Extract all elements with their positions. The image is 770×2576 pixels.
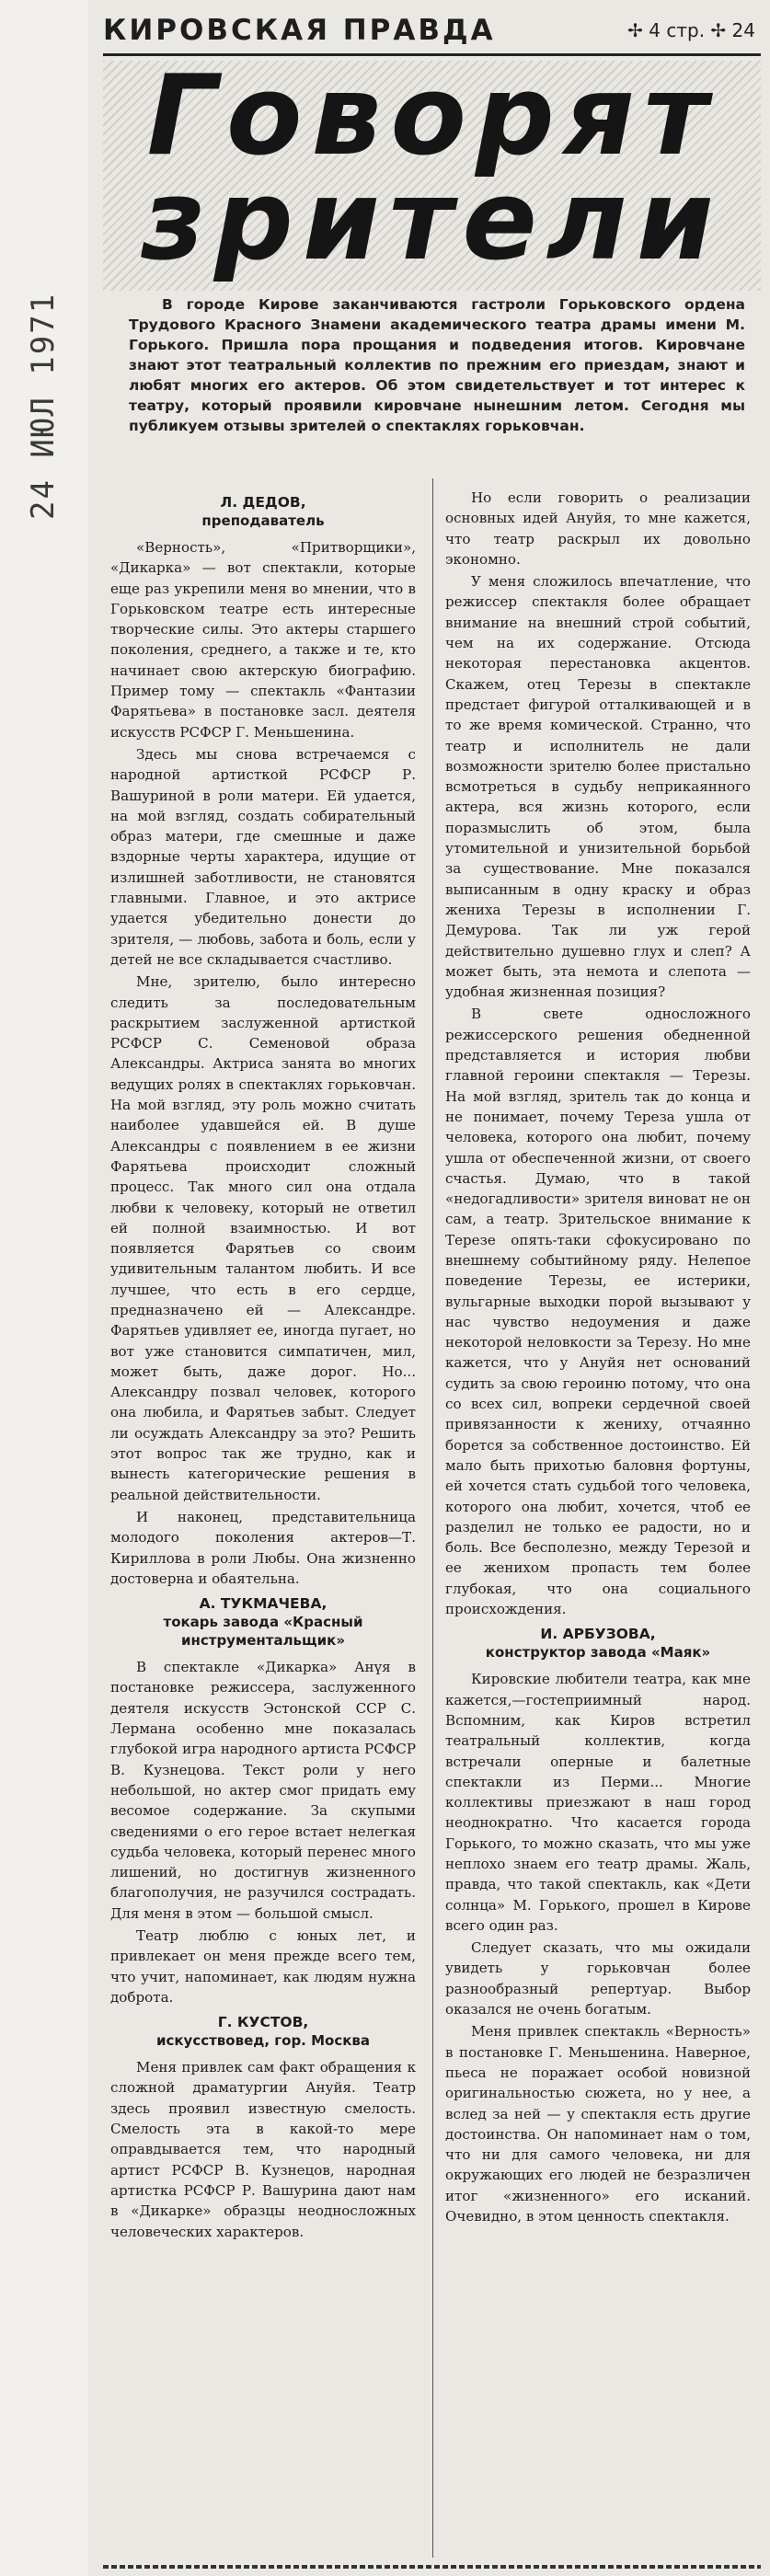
headline-line-2: зрители	[141, 157, 723, 285]
author-role: конструктор завода «Маяк»	[485, 1644, 711, 1662]
paragraph: Театр люблю с юных лет, и привлекает он меня прежде всего тем, что учит, напоминает, как людям нужна доброта.	[110, 1927, 416, 2006]
headline-line-1: Говорят	[146, 52, 718, 180]
paragraph: В спектакле «Дикарка» Анүя в постановке режиссера, заслуженного деятеля искусств Эстонской ССР С. Лермана особенно мне показалась глубокой игра народного артиста РСФСР В. Кузнецова. Текст роли у него небольшой, но актер смог придать ему весомое содержание. За скупыми сведениями о его герое встает нелегкая судьба человека, который перенес много лишений, но достигнув жизненного благополучия, не разучился сострадать. Для меня в этом — большой смысл.	[110, 1659, 416, 1922]
paragraph: И наконец, представительница молодого поколения актеров—Т. Кириллова в роли Любы. Она жизненно достоверна и обаятельна.	[110, 1508, 416, 1587]
author-name: А. ТУКМАЧЕВА,	[199, 1595, 328, 1613]
paragraph: Но если говорить о реализации основных идей Ануйя, то мне кажется, что театр раскрыл их довольно экономно.	[445, 489, 751, 568]
page-info: ✢ 4 стр. ✢ 24	[627, 19, 755, 41]
author-signature	[110, 2013, 416, 2050]
left-column	[110, 488, 416, 2244]
date-stamp: 24 ИЮЛ 1971	[25, 292, 62, 520]
author-signature	[445, 1625, 751, 1662]
author-name: Л. ДЕДОВ,	[220, 494, 306, 511]
intro-paragraph: В городе Кирове заканчиваются гастроли Горьковского ордена Трудового Красного Знамени академического театра драмы имени М. Горького. Пришла пора прощания и подведения итогов. Кировчане знают этот театральный коллектив по прежним его приездам, знают и любят многих его актеров. Об этом свидетельствует и тот интерес к театру, который проявили кировчане нынешним летом. Сегодня мы публикуем отзывы зрителей о спектаклях горьковчан.	[129, 296, 745, 434]
author-signature	[110, 1594, 416, 1650]
paragraph: В свете односложного режиссерского решения обедненной представляется и история любви главной героини спектакля — Терезы. На мой взгляд, зритель так до конца и не понимает, почему Тереза ушла от человека, которого она любит, почему ушла от обеспеченной жизни, от своего счастья. Думаю, что в такой «недогадливости» зрителя виноват не он сам, а театр. Зрительское внимание к Терезе опять-таки сфокусировано по внешнему событийному ряду. Нелепое поведение Терезы, ее истерики, вульгарные выходки порой вызывают у нас чувство недоумения и даже некоторой неловкости за Терезу. Но мне кажется, что у Ануйя нет оснований судить за свою героиню потому, что она со всех сил, вопреки сердечной своей привязанности к жениху, отчаянно борется за собственное достоинство. Ей мало быть прихотью баловня фортуны, ей хочется стать судьбой того человека, которого она любит, хочется, чтоб ее разделил не только ее радости, но и боль. Все бесполезно, между Терезой и ее женихом пропасть тем более глубокая, что она социального происхождения.	[445, 1006, 751, 1618]
bottom-border	[103, 2565, 761, 2569]
paragraph: У меня сложилось впечатление, что режиссер спектакля более обращает внимание на внешний строй событий, чем на их содержание. Отсюда некоторая перестановка акцентов. Скажем, отец Терезы в спектакле предстает фигурой отталкивающей и в то же время комической. Странно, что театр и исполнитель не дали возможности зрителю более пристально всмотреться в судьбу неприкаянного актера, вся жизнь которого, если поразмыслить об этом, была утомительной и унизительной борьбой за существование. Мне показался выписанным в одну краску и образ жениха Терезы в исполнении Г. Демурова. Так ли уж герой действительно душевно глух и слеп? А может быть, эта немота и слепота — удобная жизненная позиция?	[445, 573, 751, 1001]
paragraph: Кировские любители театра, как мне кажется,—гостеприимный народ. Вспомним, как Киров встретил театральный коллектив, когда встречали оперные и балетные спектакли из Перми... Многие коллективы приезжают в наш город неоднократно. Что касается города Горького, то можно сказать, что мы уже неплохо знаем его театр драмы. Жаль, правда, что такой спектакль, как «Дети солнца» М. Горького, прошел в Кирове всего один раз.	[445, 1671, 751, 1934]
author-name: Г. КУСТОВ,	[217, 2014, 309, 2031]
author-role: токарь завода «Красный инструментальщик»	[163, 1614, 363, 1650]
paragraph: Мне, зрителю, было интересно следить за последовательным раскрытием заслуженной артисткой РСФСР С. Семеновой образа Александры. Актриса занята во многих ведущих ролях в спектаклях горьковчан. На мой взгляд, эту роль можно считать наиболее удавшейся ей. В душе Александры с появлением в ее жизни Фарятьева происходит сложный процесс. Так много сил она отдала любви к человеку, который не ответил ей полной взаимностью. И вот появляется Фарятьев со своим удивительным талантом любить. И все лучшее, что есть в его сердце, предназначено ей — Александре. Фарятьев удивляет ее, иногда пугает, но вот уже становится симпатичен, мил, может быть, даже дорог. Но... Александру позвал человек, которого она любила, и Фарятьев забыт. Следует ли осуждать Александру за это? Решить этот вопрос так же трудно, как и вынесть категорические решения в реальной действительности.	[110, 973, 416, 1503]
right-column	[445, 488, 751, 2228]
author-signature	[110, 493, 416, 530]
paragraph: Здесь мы снова встречаемся с народной артисткой РСФСР Р. Вашуриной в роли матери. Ей удается, на мой взгляд, создать собирательный образ матери, где смешные и даже вздорные черты характера, идущие от излишней заботливости, не становятся главными. Главное, и это актрисе удается убедительно донести до зрителя, — любовь, забота и боль, если у детей не все складывается счастливо.	[110, 745, 416, 968]
paragraph: «Верность», «Притворщики», «Дикарка» — вот спектакли, которые еще раз укрепили меня во мнении, что в Горьковском театре есть интересные творческие силы. Это актеры старшего поколения, среднего, а также и те, кто начинает свою актерскую биографию. Пример тому — спектакль «Фантазии Фарятьева» в постановке засл. деятеля искусств РСФСР Г. Меньшенина.	[110, 539, 416, 741]
column-divider	[432, 478, 433, 2558]
paragraph: Меня привлек сам факт обращения к сложной драматургии Ануйя. Театр здесь проявил известную смелость. Смелость эта в какой-то мере оправдывается тем, что народный артист РСФСР В. Кузнецов, народная артистка РСФСР Р. Вашурина дают нам в «Дикарке» образцы неодносложных человеческих характеров.	[110, 2059, 416, 2240]
author-role: искусствовед, гор. Москва	[155, 2032, 371, 2050]
headline	[103, 52, 761, 285]
author-name: И. АРБУЗОВА,	[540, 1626, 656, 1643]
newspaper-title: КИРОВСКАЯ ПРАВДА	[103, 14, 496, 47]
masthead	[103, 7, 761, 56]
paragraph: Меня привлек спектакль «Верность» в постановке Г. Меньшенина. Наверное, пьеса не поражает особой новизной оригинальностью сюжета, но у нее, а вслед за ней — у спектакля есть другие достоинства. Он напоминает нам о том, что ни для самого человека, ни для окружающих его людей не безразличен итог «жизненного» его исканий. Очевидно, в этом ценность спектакля.	[445, 2023, 751, 2225]
paragraph: Следует сказать, что мы ожидали увидеть у горьковчан более разнообразный репертуар. Выбор оказался не очень богатым.	[445, 1939, 751, 2018]
author-role: преподаватель	[201, 512, 325, 529]
